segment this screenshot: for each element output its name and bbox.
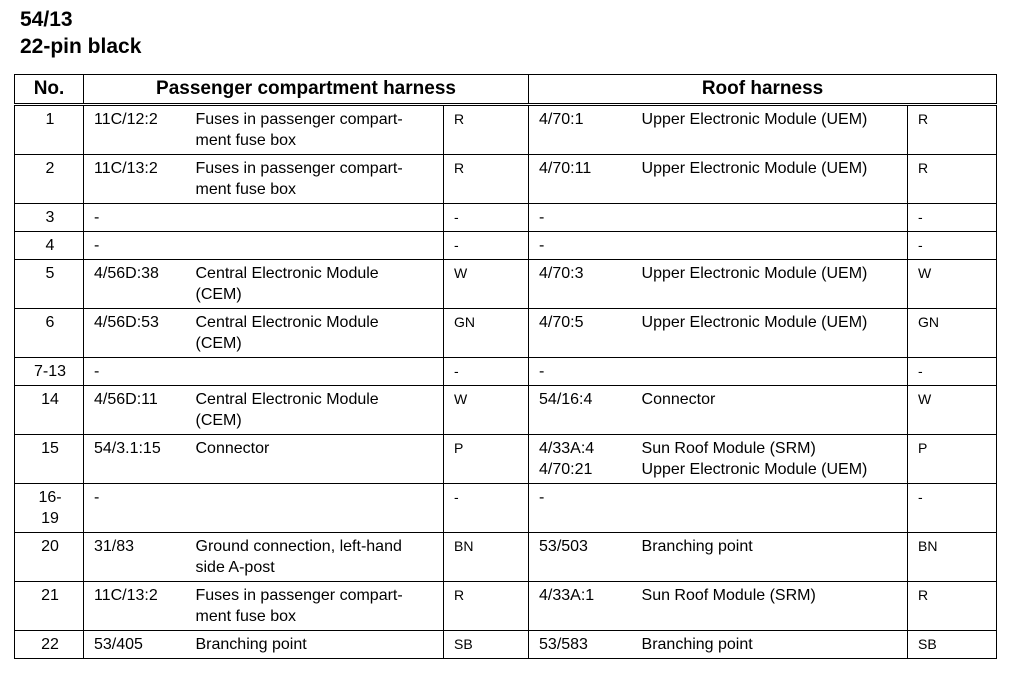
roof-wire-color: R xyxy=(908,105,997,155)
passenger-wire-color: - xyxy=(444,484,529,533)
roof-connector-code: 4/70:5 xyxy=(529,309,632,358)
passenger-connector-code: 11C/13:2 xyxy=(84,582,186,631)
roof-component-description: Upper Electronic Module (UEM) xyxy=(632,155,908,204)
roof-connector-code: 53/503 xyxy=(529,533,632,582)
passenger-component-description xyxy=(186,484,444,533)
roof-connector-code: 4/70:1 xyxy=(529,105,632,155)
passenger-wire-color: R xyxy=(444,582,529,631)
pin-number: 4 xyxy=(15,232,84,260)
passenger-component-description: Ground connection, left-hand side A-post xyxy=(186,533,444,582)
passenger-wire-color: W xyxy=(444,386,529,435)
roof-connector-code: - xyxy=(529,358,632,386)
table-row xyxy=(15,204,997,232)
roof-wire-color: W xyxy=(908,260,997,309)
table-row xyxy=(15,631,997,659)
roof-connector-code: 4/70:3 xyxy=(529,260,632,309)
roof-component-description: Sun Roof Module (SRM) Upper Electronic Module (UEM) xyxy=(632,435,908,484)
roof-wire-color: SB xyxy=(908,631,997,659)
table-row xyxy=(15,582,997,631)
roof-connector-code: 53/583 xyxy=(529,631,632,659)
passenger-component-description xyxy=(186,358,444,386)
passenger-connector-code: 54/3.1:15 xyxy=(84,435,186,484)
passenger-component-description: Fuses in passenger compart- ment fuse box xyxy=(186,582,444,631)
roof-wire-color: - xyxy=(908,232,997,260)
header-no: No. xyxy=(15,75,84,105)
pin-number: 15 xyxy=(15,435,84,484)
passenger-connector-code: - xyxy=(84,204,186,232)
passenger-connector-code: 31/83 xyxy=(84,533,186,582)
roof-component-description xyxy=(632,204,908,232)
passenger-wire-color: - xyxy=(444,204,529,232)
table-header-row xyxy=(15,75,997,105)
passenger-wire-color: - xyxy=(444,232,529,260)
table-row xyxy=(15,358,997,386)
passenger-connector-code: 11C/12:2 xyxy=(84,105,186,155)
roof-component-description: Upper Electronic Module (UEM) xyxy=(632,105,908,155)
connector-title xyxy=(20,6,141,60)
passenger-component-description: Branching point xyxy=(186,631,444,659)
roof-connector-code: - xyxy=(529,484,632,533)
table-body xyxy=(15,105,997,659)
roof-component-description: Branching point xyxy=(632,533,908,582)
table-row xyxy=(15,484,997,533)
connector-type: 22-pin black xyxy=(20,35,142,58)
passenger-connector-code: 53/405 xyxy=(84,631,186,659)
pin-number: 22 xyxy=(15,631,84,659)
passenger-connector-code: - xyxy=(84,358,186,386)
roof-wire-color: GN xyxy=(908,309,997,358)
passenger-wire-color: R xyxy=(444,105,529,155)
table-row xyxy=(15,309,997,358)
roof-connector-code: 4/70:11 xyxy=(529,155,632,204)
passenger-component-description xyxy=(186,232,444,260)
header-roof-harness: Roof harness xyxy=(529,75,997,105)
roof-component-description: Sun Roof Module (SRM) xyxy=(632,582,908,631)
passenger-component-description: Central Electronic Module (CEM) xyxy=(186,386,444,435)
roof-wire-color: W xyxy=(908,386,997,435)
pin-number: 16- 19 xyxy=(15,484,84,533)
table-row xyxy=(15,260,997,309)
roof-component-description: Upper Electronic Module (UEM) xyxy=(632,309,908,358)
roof-component-description: Connector xyxy=(632,386,908,435)
table-row xyxy=(15,232,997,260)
roof-wire-color: - xyxy=(908,358,997,386)
roof-connector-code: - xyxy=(529,232,632,260)
passenger-connector-code: 4/56D:38 xyxy=(84,260,186,309)
roof-connector-code: 4/33A:1 xyxy=(529,582,632,631)
roof-connector-code: 4/33A:4 4/70:21 xyxy=(529,435,632,484)
roof-connector-code: 54/16:4 xyxy=(529,386,632,435)
pin-number: 20 xyxy=(15,533,84,582)
roof-component-description xyxy=(632,358,908,386)
table-row xyxy=(15,386,997,435)
pin-number: 1 xyxy=(15,105,84,155)
passenger-wire-color: W xyxy=(444,260,529,309)
roof-wire-color: - xyxy=(908,204,997,232)
roof-wire-color: R xyxy=(908,155,997,204)
table-row xyxy=(15,105,997,155)
header-passenger-harness: Passenger compartment harness xyxy=(84,75,529,105)
passenger-wire-color: P xyxy=(444,435,529,484)
passenger-connector-code: 4/56D:53 xyxy=(84,309,186,358)
pin-number: 21 xyxy=(15,582,84,631)
passenger-component-description: Fuses in passenger compart- ment fuse box xyxy=(186,105,444,155)
roof-wire-color: P xyxy=(908,435,997,484)
table-row xyxy=(15,435,997,484)
table-row xyxy=(15,155,997,204)
passenger-component-description: Connector xyxy=(186,435,444,484)
passenger-wire-color: BN xyxy=(444,533,529,582)
roof-connector-code: - xyxy=(529,204,632,232)
pin-number: 6 xyxy=(15,309,84,358)
passenger-wire-color: R xyxy=(444,155,529,204)
passenger-wire-color: GN xyxy=(444,309,529,358)
pin-number: 2 xyxy=(15,155,84,204)
passenger-component-description: Fuses in passenger compart- ment fuse box xyxy=(186,155,444,204)
roof-component-description: Upper Electronic Module (UEM) xyxy=(632,260,908,309)
passenger-wire-color: SB xyxy=(444,631,529,659)
roof-wire-color: BN xyxy=(908,533,997,582)
passenger-connector-code: - xyxy=(84,232,186,260)
roof-component-description xyxy=(632,484,908,533)
passenger-connector-code: 4/56D:11 xyxy=(84,386,186,435)
table-row xyxy=(15,533,997,582)
pin-number: 7-13 xyxy=(15,358,84,386)
passenger-wire-color: - xyxy=(444,358,529,386)
roof-wire-color: R xyxy=(908,582,997,631)
roof-component-description xyxy=(632,232,908,260)
roof-wire-color: - xyxy=(908,484,997,533)
pin-number: 3 xyxy=(15,204,84,232)
pin-assignment-table xyxy=(14,74,997,659)
passenger-connector-code: - xyxy=(84,484,186,533)
pin-number: 14 xyxy=(15,386,84,435)
passenger-component-description: Central Electronic Module (CEM) xyxy=(186,260,444,309)
connector-id: 54/13 xyxy=(20,8,73,31)
passenger-component-description xyxy=(186,204,444,232)
passenger-component-description: Central Electronic Module (CEM) xyxy=(186,309,444,358)
pin-number: 5 xyxy=(15,260,84,309)
passenger-connector-code: 11C/13:2 xyxy=(84,155,186,204)
roof-component-description: Branching point xyxy=(632,631,908,659)
